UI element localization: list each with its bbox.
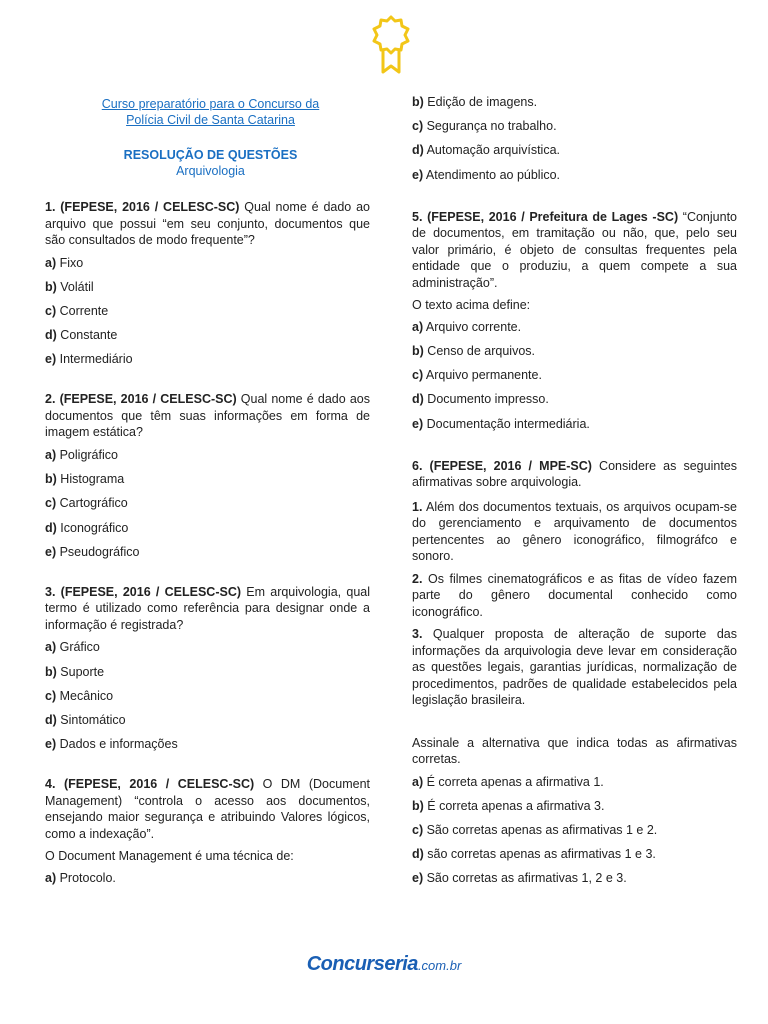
question-6-option-b: b) É correta apenas a afirmativa 3. [412,798,605,813]
question-3-text [45,584,370,634]
question-2-option-c: c) Cartográfico [45,496,128,511]
question-4-continued [412,94,737,191]
question-2-text [45,391,370,441]
question-3-option-e: e) Dados e informações [45,737,178,752]
question-6-text [412,458,737,491]
question-3-option-a: a) Gráfico [45,640,100,655]
question-4 [45,776,370,894]
question-4-head: 4. (FEPESE, 2016 / CELESC-SC) [45,777,255,792]
question-5-option-c: c) Arquivo permanente. [412,368,542,383]
question-2-option-a: a) Poligráfico [45,447,118,462]
footer-logo[interactable] [0,953,768,975]
question-5-option-e: e) Documentação intermediária. [412,416,590,431]
question-4-text [45,776,370,842]
question-1-option-d: d) Constante [45,328,118,343]
question-6-body: Considere as seguintes afirmativas sobre arquivologia. [412,458,737,490]
question-3-option-c: c) Mecânico [45,688,114,703]
question-4-option-c: c) Segurança no trabalho. [412,119,557,134]
question-4-option-a: a) Protocolo. [45,870,116,885]
question-6-statement-2: 2. Os filmes cinematográficos e as fitas de vídeo fazem parte do gênero documental conhecido como iconográfico. [412,571,737,619]
right-column [412,94,737,895]
question-3-option-d: d) Sintomático [45,712,126,727]
question-4-option-e: e) Atendimento ao público. [412,167,561,182]
section-title: RESOLUÇÃO DE QUESTÕES [123,148,298,162]
question-6-option-c: c) São corretas apenas as afirmativas 1 e 2. [412,823,658,838]
course-title-line-1[interactable]: Curso preparatório para o Concurso da [101,97,320,111]
question-2-head: 2. (FEPESE, 2016 / CELESC-SC) [45,392,237,407]
question-4-option-d: d) Automação arquivística. [412,143,560,158]
question-1-head: 1. (FEPESE, 2016 / CELESC-SC) [45,200,240,214]
question-4-body: O DM (Document Management) “controla o acesso aos documentos, ensejando maior segurança e atribuindo Valores lógicos, como a indexação”. [45,777,370,841]
question-2-option-b: b) Histograma [45,472,125,487]
question-1 [45,199,370,375]
question-2-body: Qual nome é dado aos documentos que têm suas informações em forma de imagem estática? [45,392,370,440]
question-5-option-b: b) Censo de arquivos. [412,343,535,358]
question-5-text [412,209,737,292]
question-5 [412,209,737,440]
question-3-body: Em arquivologia, qual termo é utilizado como referência para designar onde a informação é registrada? [45,584,370,632]
question-3-option-b: b) Suporte [45,664,105,679]
question-5-option-d: d) Documento impresso. [412,392,549,407]
section-subtitle: Arquivologia [176,164,245,178]
left-column [45,96,370,894]
question-3-head: 3. (FEPESE, 2016 / CELESC-SC) [45,584,242,599]
question-6-statement-1: 1. Além dos documentos textuais, os arquivos ocupam-se do gerenciamento e arquivamento de documentos pertencentes ao gênero iconográfico, filmográfco e sonoro. [412,499,737,564]
question-5-head: 5. (FEPESE, 2016 / Prefeitura de Lages -SC) [412,209,679,224]
brand-name: Concurseria [306,953,418,975]
question-5-option-a: a) Arquivo corrente. [412,319,522,334]
question-1-option-b: b) Volátil [45,279,94,294]
question-6-statement-3: 3. Qualquer proposta de alteração de suporte das informações da arquivologia deve levar em consideração as questões legais, garantias jurídicas, normalização de procedimentos, padrões de qualidade estabelecidos pela legislação brasileira. [412,627,737,708]
question-6-option-a: a) É correta apenas a afirmativa 1. [412,774,604,789]
question-6-option-e: e) São corretas as afirmativas 1, 2 e 3. [412,871,627,886]
question-6-prompt: Assinale a alternativa que indica todas as afirmativas corretas. [412,735,737,767]
question-2-option-d: d) Iconográfico [45,520,129,535]
document-header [51,96,370,179]
question-6-option-d: d) são corretas apenas as afirmativas 1 e 3. [412,847,656,862]
question-3 [45,584,370,760]
question-4-prompt: O Document Management é uma técnica de: [45,849,294,864]
question-6 [412,458,737,895]
question-4-option-b: b) Edição de imagens. [412,95,538,109]
question-1-option-c: c) Corrente [45,303,109,318]
question-5-prompt: O texto acima define: [412,298,531,313]
question-2-option-e: e) Pseudográfico [45,544,140,559]
brand-domain-suffix: .com.br [417,958,462,973]
question-5-body: “Conjunto de documentos, em tramitação ou não, que, pelo seu valor primário, é objeto de consultas frequentes pela entidade que o produziu, a quem compete a sua administração”. [412,209,737,290]
award-ribbon-icon [368,14,414,76]
question-1-text [45,199,370,249]
question-1-option-e: e) Intermediário [45,352,133,367]
question-6-head: 6. (FEPESE, 2016 / MPE-SC) [412,458,592,473]
question-1-option-a: a) Fixo [45,255,84,270]
question-1-body: Qual nome é dado ao arquivo que possui “em seu conjunto, documentos que são consultados de modo frequente”? [45,200,370,247]
course-title-line-2[interactable]: Polícia Civil de Santa Catarina [126,113,295,127]
question-2 [45,391,370,567]
